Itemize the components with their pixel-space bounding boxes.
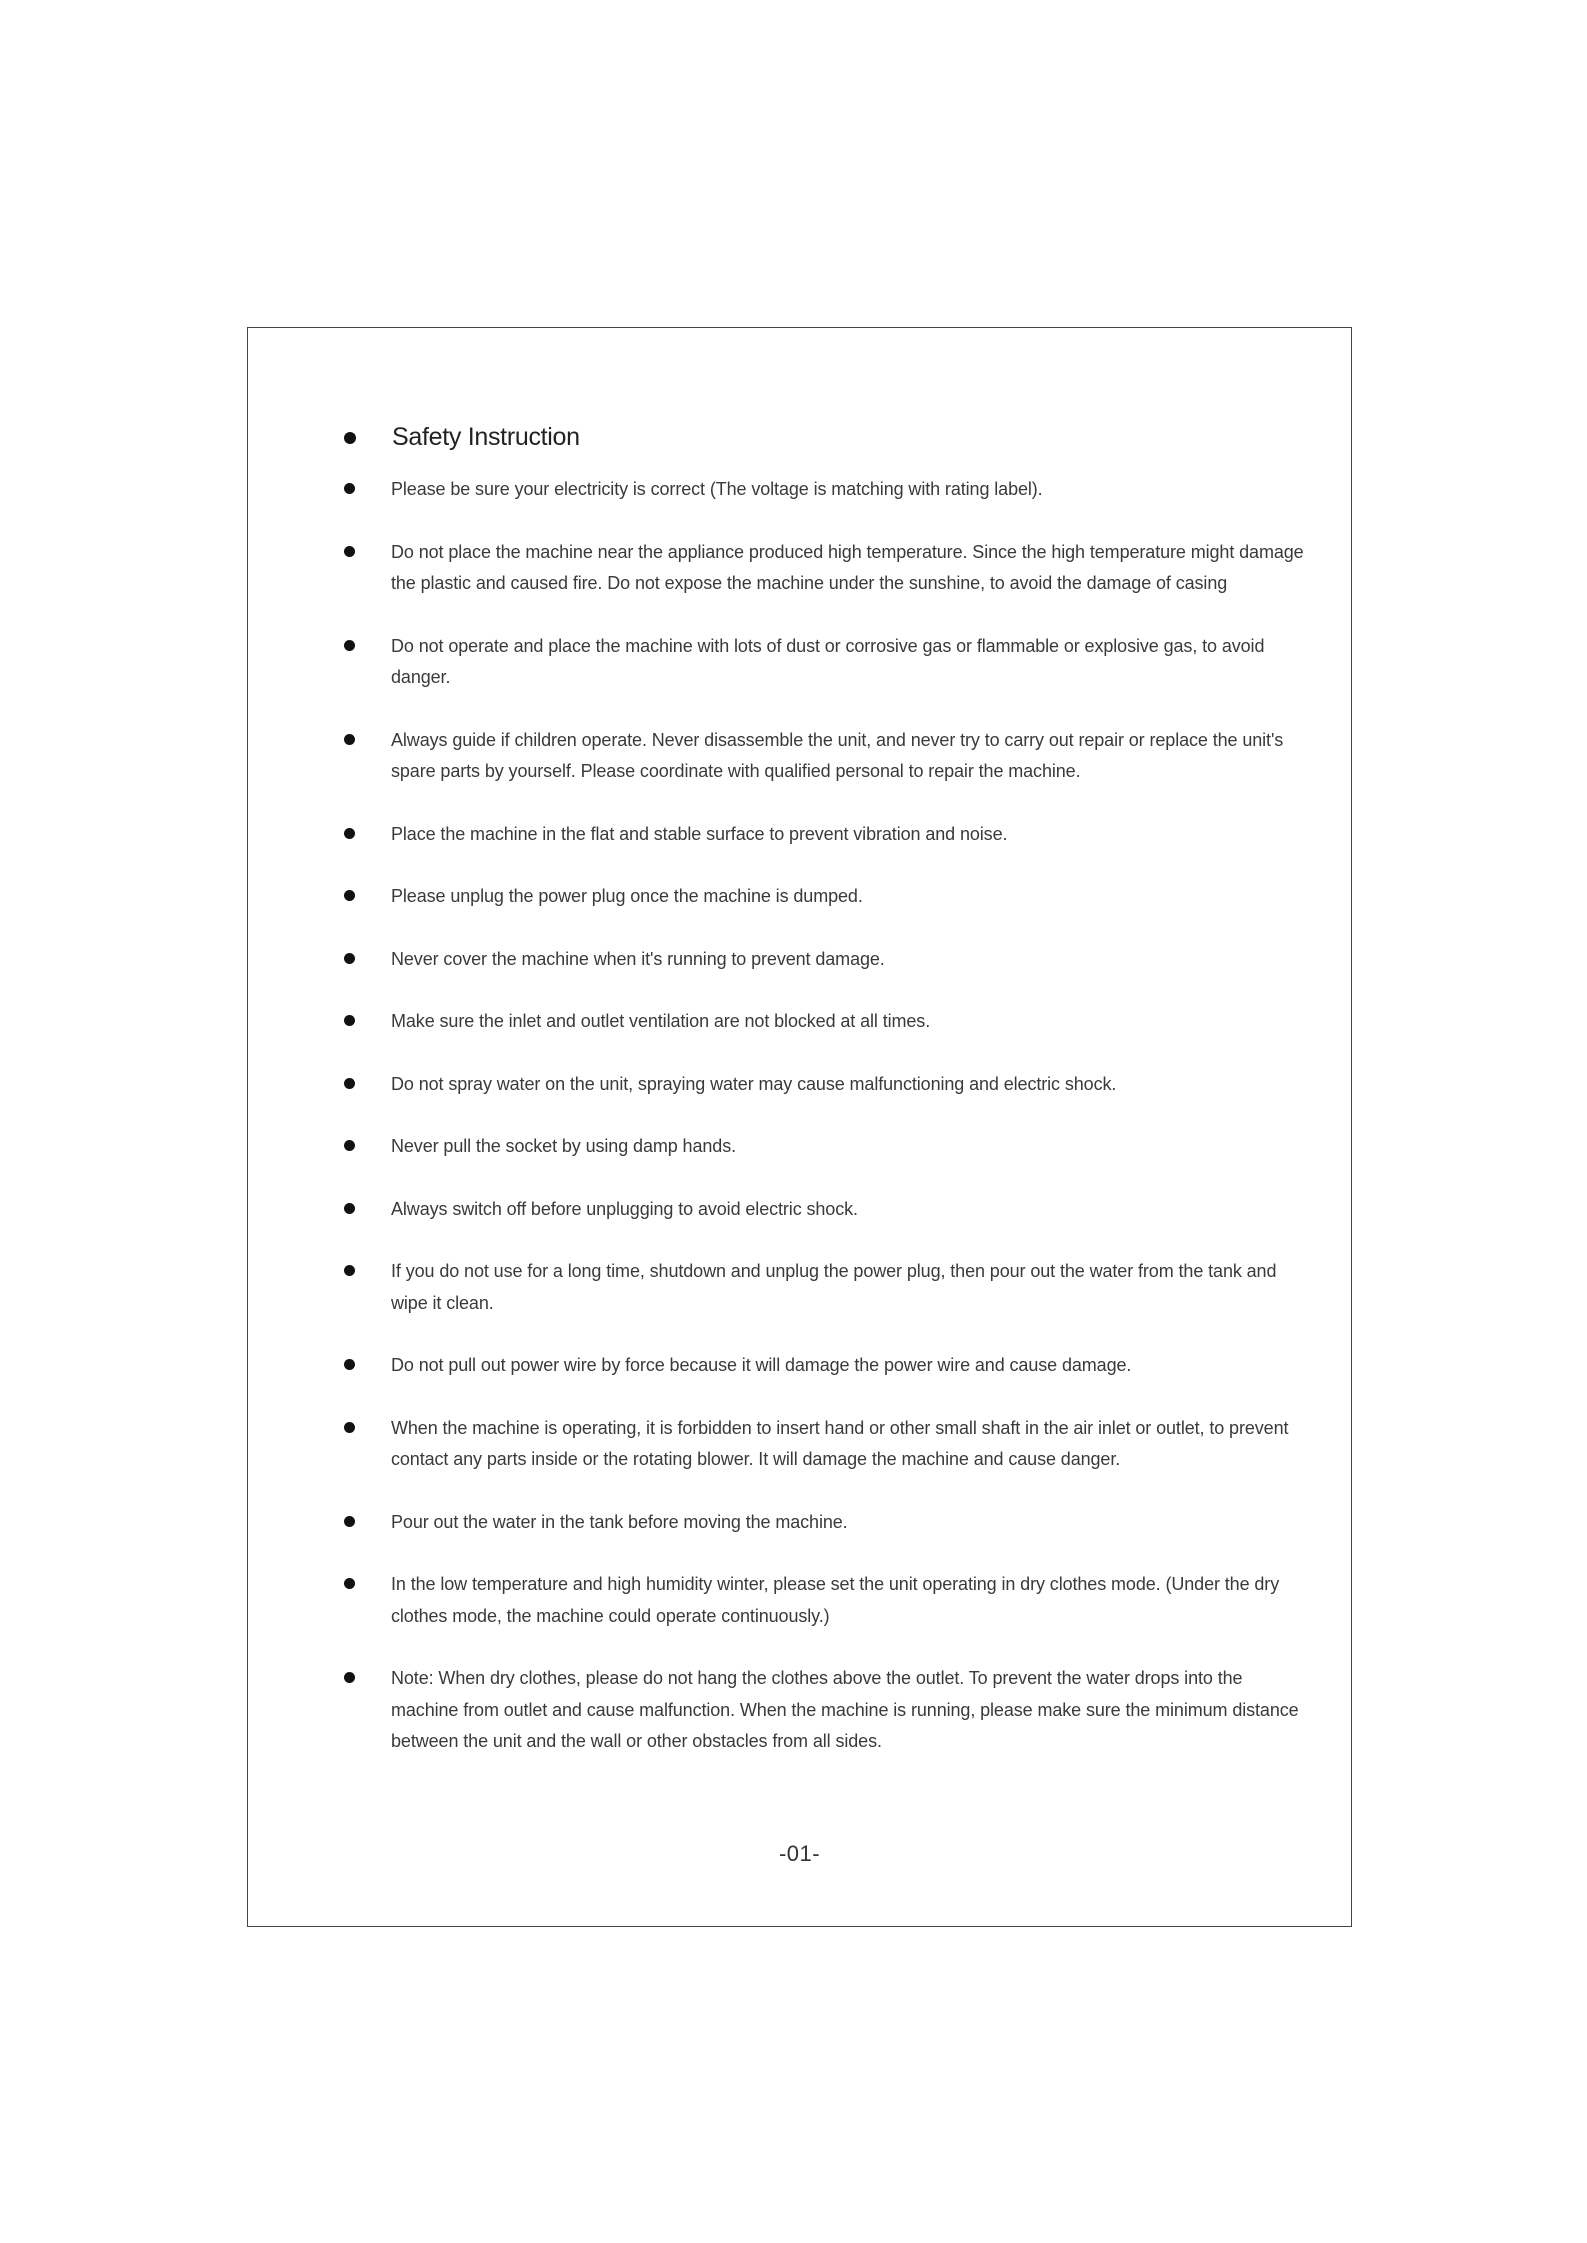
bullet-icon: [344, 483, 355, 494]
bullet-icon: [344, 1203, 355, 1214]
list-item-text: Do not operate and place the machine with lots of dust or corrosive gas or flammable or explosive gas, to avoid danger.: [391, 635, 1265, 687]
list-item-text: Pour out the water in the tank before moving the machine.: [391, 1511, 848, 1532]
list-item: [344, 1569, 1304, 1632]
list-item: [344, 1131, 1304, 1163]
bullet-icon: [344, 1140, 355, 1151]
list-item-text: Never pull the socket by using damp hands.: [391, 1136, 736, 1156]
bullet-icon: [344, 890, 355, 901]
bullet-icon: [344, 546, 355, 557]
bullet-icon: [344, 1422, 355, 1433]
bullet-icon: [344, 828, 355, 839]
list-item-text: If you do not use for a long time, shutdown and unplug the power plug, then pour out the water from the tank and wipe it clean.: [391, 1261, 1277, 1313]
list-item: [344, 1507, 1304, 1539]
safety-instruction-list: [344, 474, 1304, 1789]
bullet-icon: [344, 953, 355, 964]
list-item: [344, 1069, 1304, 1101]
list-item: [344, 944, 1304, 976]
list-item: [344, 1006, 1304, 1038]
list-item-text: Do not spray water on the unit, spraying water may cause malfunctioning and electric shock.: [391, 1073, 1117, 1094]
list-item-text: Always guide if children operate. Never disassemble the unit, and never try to carry out repair or replace the unit's spare parts by yourself. Please coordinate with qualified personal to repair the machine.: [391, 729, 1284, 781]
list-item: [344, 1194, 1304, 1226]
list-item: [344, 725, 1304, 788]
bullet-icon: [344, 432, 356, 444]
list-item-text: Make sure the inlet and outlet ventilation are not blocked at all times.: [391, 1011, 931, 1031]
list-item-text: Please unplug the power plug once the machine is dumped.: [391, 886, 863, 906]
bullet-icon: [344, 1578, 355, 1589]
list-item: [344, 1663, 1304, 1758]
list-item: [344, 881, 1304, 913]
page-number: -01-: [778, 1841, 821, 1866]
bullet-icon: [344, 1265, 355, 1276]
page-frame: [247, 327, 1352, 1927]
list-item: [344, 819, 1304, 851]
list-item: [344, 1256, 1304, 1319]
bullet-icon: [344, 1015, 355, 1026]
bullet-icon: [344, 734, 355, 745]
list-item-text: Place the machine in the flat and stable surface to prevent vibration and noise.: [391, 823, 1008, 844]
list-item-text: Always switch off before unplugging to avoid electric shock.: [391, 1198, 858, 1219]
list-item-text: Never cover the machine when it's running to prevent damage.: [391, 948, 885, 969]
list-item-text: Please be sure your electricity is correct (The voltage is matching with rating label).: [391, 479, 1043, 499]
bullet-icon: [344, 640, 355, 651]
list-item: [344, 474, 1304, 506]
bullet-icon: [344, 1516, 355, 1527]
list-item: [344, 1413, 1304, 1476]
bullet-icon: [344, 1078, 355, 1089]
list-item-text: When the machine is operating, it is forbidden to insert hand or other small shaft in the air inlet or outlet, to prevent contact any parts inside or the rotating blower. It will damage the machine and cause danger.: [391, 1417, 1289, 1469]
list-item-text: In the low temperature and high humidity winter, please set the unit operating in dry clothes mode. (Under the dry clothes mode, the machine could operate continuously.): [391, 1574, 1280, 1626]
list-item: [344, 631, 1304, 694]
list-item: [344, 537, 1304, 600]
bullet-icon: [344, 1359, 355, 1370]
heading-title: Safety Instruction: [392, 423, 580, 451]
section-heading: [344, 423, 580, 452]
list-item: [344, 1350, 1304, 1382]
list-item-text: Do not place the machine near the appliance produced high temperature. Since the high temperature might damage the plastic and caused fire. Do not expose the machine under the sunshine, to avoid the damage of casing: [391, 541, 1304, 593]
bullet-icon: [344, 1672, 355, 1683]
list-item-text: Do not pull out power wire by force because it will damage the power wire and cause damage.: [391, 1355, 1132, 1375]
list-item-text: Note: When dry clothes, please do not hang the clothes above the outlet. To prevent the water drops into the machine from outlet and cause malfunction. When the machine is running, please make sure the minimum distance between the unit and the wall or other obstacles from all sides.: [391, 1668, 1299, 1751]
